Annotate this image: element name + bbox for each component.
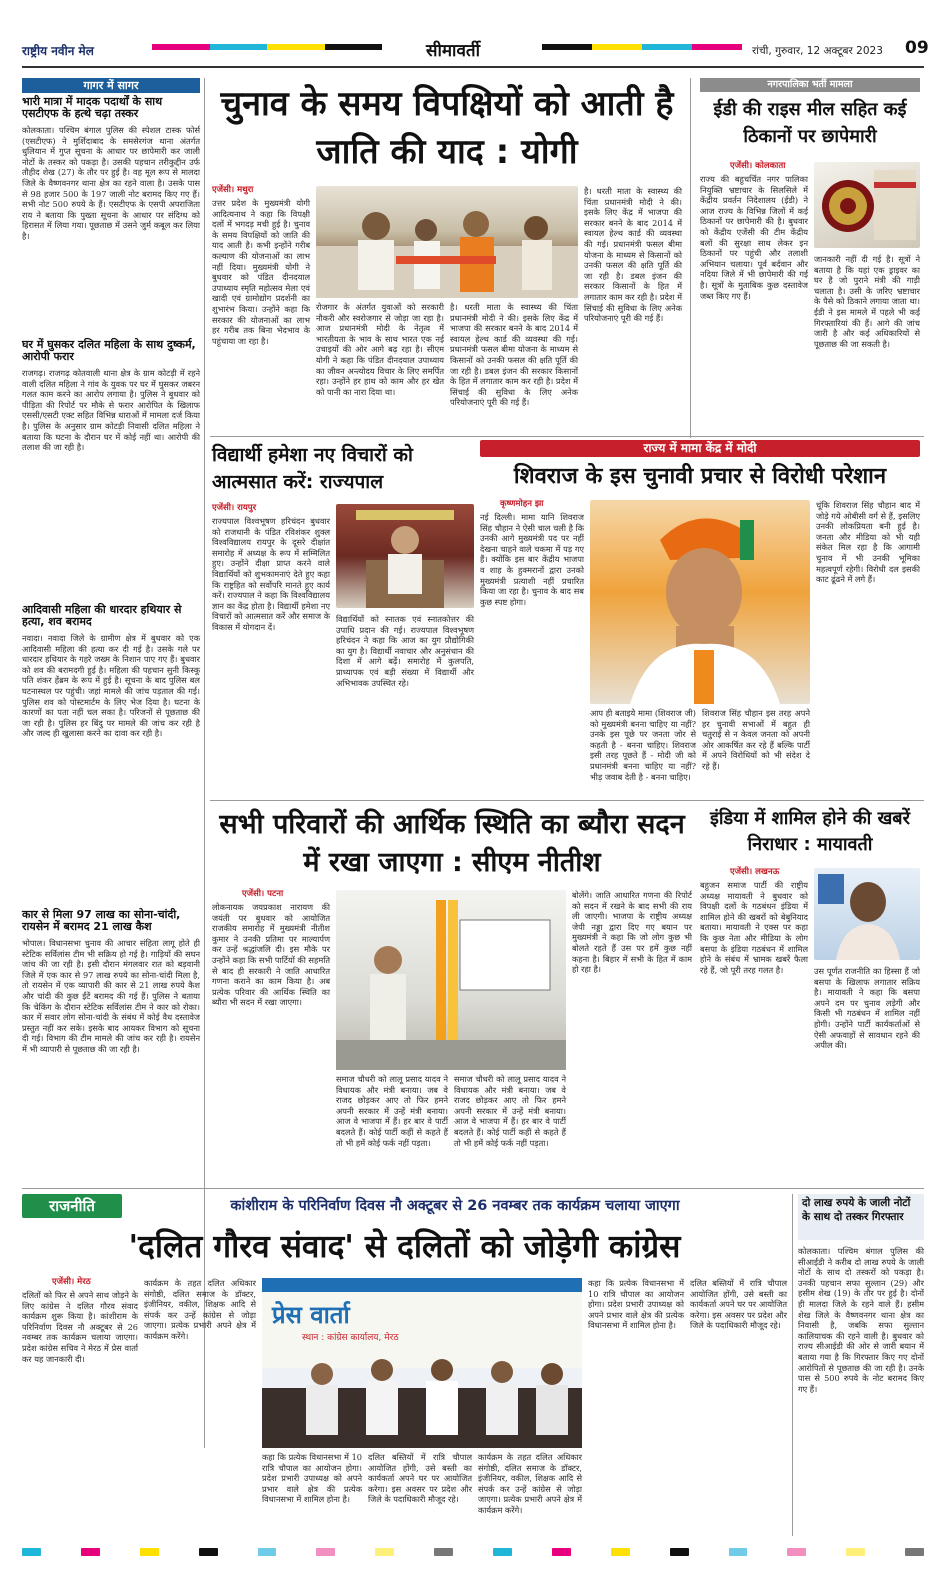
colorbar-swatch	[81, 1548, 100, 1556]
mayawati-col-2: उस पूर्णत राजनीति का हिस्सा हैं जो बसपा के खिलाफ लगातार सक्रिय है। मायावती ने कहा कि बसपा अपने दम पर चुनाव लड़ेगी और किसी भी गठबंधन में शामिल नहीं होगी। उन्होंने पार्टी कार्यकर्ताओं से ऐसी अफवाहों से सावधान रहने की अपील की।	[814, 966, 923, 1051]
rajniti-col-5: दलित बस्तियों में रात्रि चौपाल आयोजित होंगी, उसे बस्ती का कार्यकर्ता अपने घर पर आयोजित करेगा। इस अवसर पर प्रदेश और जिले के पदाधिकारी मौजूद रहे।	[690, 1278, 790, 1331]
brief-2-body: राजगढ़। राजगढ़ कोतवाली थाना क्षेत्र के ग्राम कोटड़ी में रहने वाली दलित महिला ने गांव के युवक पर घर में घुसकर जबरन गलत काम करने का आरोप लगाया है। पुलिस ने बुधवार को पीड़िता की रिपोर्ट पर मौके से फरार आरोपित के खिलाफ एससी/एसटी एक्ट सहित विभिन्न धाराओं में मामला दर्ज किया है। पुलिस के अनुसार ग्राम कोटड़ी निवासी दलित महिला ने बताया कि घटना के दौरान घर में कोई नहीं था। आरोपी की तलाश की जा रही है।	[22, 368, 203, 453]
brief-1-head: भारी मात्रा में मादक पदार्थों के साथ एसटीएफ के हत्थे चढ़ा तस्कर	[22, 95, 163, 121]
governor-photo	[336, 504, 474, 608]
right-column-rule-top	[690, 78, 691, 438]
press-board-venue: स्थान : कांग्रेस कार्यालय, मेरठ	[302, 1333, 399, 1343]
shivraj-col-4: चूंकि शिवराज सिंह चौहान बाद में जोड़े गये ओबीसी वर्ग से हैं, इसलिए उनकी लोकप्रियता बनी हुई है। जनता और मीडिया को भी यही संकेत मिल रहा है कि आगामी चुनाव में भी उनकी भूमिका महत्वपूर्ण रहेगी। विरोधी दल इसकी काट ढूंढने में लगे हैं।	[816, 500, 923, 585]
governor-story	[212, 503, 477, 794]
shivraj-byline: कृष्णमोहन झा	[500, 499, 544, 509]
colorbar-swatch	[846, 1548, 865, 1556]
yogi-col-3-cont: है। धरती माता के स्वास्थ्य की चिंता प्रधानमंत्री मोदी ने की। इसके लिए केंद्र में भाजपा की सरकार बनने के बाद 2014 में स्वायल हेल्थ कार्ड की व्यवस्था की गई। प्रधानमंत्री फसल बीमा योजना के माध्यम से किसानों को उनकी फसल की क्षति पूर्ति की जा रही है। डबल इंजन की सरकार किसानों के हित में लगातार काम कर रही है। प्रदेश में सिंचाई की सुविधा के लिए अनेक परियोजनाएं पूरी की गई हैं।	[584, 186, 685, 324]
mayawati-byline: एजेंसी। लखनऊ	[730, 867, 780, 877]
rajniti-headline: 'दलित गौरव संवाद' से दलितों को जोड़ेगी कांग्रेस	[128, 1229, 681, 1265]
mid-rule-2	[210, 800, 924, 801]
colorbar-swatch	[199, 1548, 218, 1556]
brief-3-body: नवादा। नवादा जिले के ग्रामीण क्षेत्र में बुधवार को एक आदिवासी महिला की हत्या कर दी गई है। उसके गले पर धारदार हथियार के गहरे जख्म के निशान पाए गए हैं। बुधवार को शव की बरामदगी हुई है। महिला की पहचान सुनी किस्कू पति शंकर हेंब्रम के रूप में हुई है। सूचना के बाद पुलिस बल घटनास्थल पर पहुंची। जहां मामले की जांच पड़ताल की गई। पुलिस शव को पोस्टमार्टम के लिए भेज दिया है। घटना के कारणों का पता नहीं चल सका है। परिजनों से पूछताछ की जा रही है। पुलिस हर बिंदु पर मामले की जांच कर रही है और जल्द ही खुलासा करने का दावा कर रही है।	[22, 633, 203, 739]
colorbar-swatch	[258, 1548, 277, 1556]
rajniti-col-4: कहा कि प्रत्येक विधानसभा में 10 रात्रि चौपाल का आयोजन होगा। प्रदेश प्रभारी उपाध्यक्ष को अपने प्रभार वाले क्षेत्र की प्रत्येक विधानसभा में शामिल होना है।	[588, 1278, 687, 1331]
rajniti-story	[22, 1277, 790, 1536]
nitish-col-2-cont: समाज चौधरी को लालू प्रसाद यादव ने विधायक और मंत्री बनाया। जब वे राजद छोड़कर आए तो फिर हमने अपनी सरकार में उन्हें मंत्री बनाया। आज वे भाजपा में हैं। हर बार वे पार्टी बदलते हैं। कोई पार्टी कहीं से कहते हैं तो भी हमें कोई फर्क नहीं पड़ता।	[454, 1074, 569, 1148]
shivraj-kicker-bar	[480, 440, 920, 457]
ed-photo	[814, 162, 920, 248]
ed-col-2: जानकारी नहीं दी गई है। सूत्रों ने बताया है कि यहां एक ड्राइवर का घर है जो पुराने मंत्री की गाड़ी चलाता है। उसी के जरिए भ्रष्टाचार के पैसे को ठिकाने लगाया जाता था। ईडी ने इस मामले में पहले भी कई गिरफ्तारियां की हैं। आगे की जांच जारी है और कई अधिकारियों से पूछताछ की जा सकती है।	[814, 254, 923, 349]
yogi-col-3: है। धरती माता के स्वास्थ्य की चिंता प्रधानमंत्री मोदी ने की। इसके लिए केंद्र में भाजपा की सरकार बनने के बाद 2014 में स्वायल हेल्थ कार्ड की व्यवस्था की गई। प्रधानमंत्री फसल बीमा योजना के माध्यम से किसानों को उनकी फसल की क्षति पूर्ति की जा रही है। डबल इंजन की सरकार किसानों के हित में लगातार काम कर रही है। प्रदेश में सिंचाई की सुविधा के लिए अनेक परियोजनाएं पूरी की गई हैं।	[450, 302, 581, 408]
rajniti-col-3b: दलित बस्तियों में रात्रि चौपाल आयोजित होंगी, उसे बस्ती का कार्यकर्ता अपने घर पर आयोजित करेगा। इस अवसर पर प्रदेश और जिले के पदाधिकारी मौजूद रहे।	[368, 1452, 475, 1505]
governor-col-2: विद्यार्थियों को स्नातक एवं स्नातकोत्तर की उपाधि प्रदान की गई। राज्यपाल विश्वभूषण हरिचंदन ने कहा कि आज का युग प्रौद्योगिकी का युग है। विद्यार्थी नवाचार और अनुसंधान की दिशा में आगे बढ़ें। समारोह में कुलपति, प्राध्यापक एवं बड़ी संख्या में विद्यार्थी और अभिभावक उपस्थित रहे।	[336, 614, 477, 688]
mid-rule-1	[210, 436, 924, 437]
governor-headline: विद्यार्थी हमेशा नए विचारों को आत्मसात करें: राज्यपाल	[212, 444, 413, 493]
mayawati-photo-art	[814, 868, 920, 960]
colorbar-swatch	[140, 1548, 159, 1556]
brief-4-head: कार से मिला 97 लाख का सोना-चांदी, रायसेन में बरामद 21 लाख कैश	[22, 908, 181, 934]
colorbar-swatch	[22, 1548, 41, 1556]
nitish-photo-art	[336, 890, 566, 1070]
shivraj-kicker: राज्य में मामा केंद्र में मोदी	[643, 441, 757, 455]
colorbar-swatch	[905, 1548, 924, 1556]
rajniti-col-2: कार्यक्रम के तहत दलित अधिकार संगोष्ठी, दलित समाज के डॉक्टर, इंजीनियर, वकील, शिक्षक आदि से संपर्क कर उन्हें कांग्रेस से जोड़ा जाएगा। प्रत्येक प्रभारी अपने क्षेत्र में कार्यक्रम करेंगे।	[144, 1278, 259, 1341]
mayawati-col-1: बहुजन समाज पार्टी की राष्ट्रीय अध्यक्ष मायावती ने बुधवार को विपक्षी दलों के गठबंधन इंडिया में शामिल होने की खबरों को बेबुनियाद बताया। मायावती ने एक्स पर कहा कि कुछ नेता और मीडिया के लोग बसपा के इंडिया गठबंधन में शामिल होने के संबंध में भ्रामक खबरें फैला रहे हैं, जो पूरी तरह गलत है।	[700, 880, 811, 975]
press-board-title: प्रेस वार्ता	[272, 1301, 350, 1329]
yogi-col-2: रोजगार के अंतर्गत युवाओं को सरकारी नौकरी और स्वरोजगार से जोड़ा जा रहा है। आज प्रधानमंत्री मोदी के नेतृत्व में भारतीयता के भाव के साथ भारत एक नई उचाइयों की ओर आगे बढ़ रहा है। सीएम योगी ने कहा कि पंडित दीनदयाल उपाध्याय का जीवन अन्त्योदय विचार के लिए समर्पित रहा। उन्होंने हर हाथ को काम और हर खेत को पानी का नारा दिया था।	[316, 302, 447, 397]
shivraj-photo-art	[590, 500, 810, 704]
yogi-story	[212, 185, 685, 432]
brief-2-head: घर में घुसकर दलित महिला के साथ दुष्कर्म, आरोपी फरार	[22, 338, 196, 364]
brief-4-body: भोपाल। विधानसभा चुनाव की आचार संहिता लागू होते ही स्टेटिक सर्विलांस टीम भी सक्रिय हो गई है। गाड़ियों की सघन जांच की जा रही है। इसी दौरान मंगलवार रात को बड़वानी जिले में एक कार से 97 लाख रुपये का सोना-चांदी मिला है, तो रायसेन में एक व्यापारी की कार से 21 लाख रुपये कैश और चांदी की कुछ ईंटें बरामद की गई हैं। पुलिस ने बताया कि चेकिंग के दौरान स्टेटिक सर्विलांस टीम ने कार को रोका। कार में सवार लोग सोना-चांदी के संबंध में कोई वैध दस्तावेज प्रस्तुत नहीं कर सके। इसके बाद आयकर विभाग को सूचना दी गई। विभाग की टीम मामले की जांच कर रही है। रायसेन में भी व्यापारी से पूछताछ की जा रही है।	[22, 938, 203, 1054]
section-title: सीमावर्ती	[426, 41, 481, 61]
yogi-col-1: उत्तर प्रदेश के मुख्यमंत्री योगी आदित्यनाथ ने कहा कि विपक्षी दलों में भगदड़ मची हुई है। चुनाव के समय विपक्षियों को जाति की याद आती है। कभी इन्होंने गरीब कल्याण की योजनाओं का लाभ नहीं दिया। मुख्यमंत्री योगी ने बुधवार को पंडित दीनदयाल उपाध्याय स्मृति महोत्सव मेला एवं खादी एवं ग्रामोद्योग प्रदर्शनी का शुभारंभ किया। उन्होंने कहा कि सरकार की योजनाओं का लाभ हर गरीब तक बिना भेदभाव के पहुंचाया जा रहा है।	[212, 198, 313, 346]
brief-3-head: आदिवासी महिला की धारदार हथियार से हत्या, शव बरामद	[22, 603, 182, 629]
ed-col-1: राज्य की बहुचर्चित नगर पालिका नियुक्ति भ्रष्टाचार के सिलसिले में केंद्रीय प्रवर्तन निदेशालय (ईडी) ने आज राज्य के विभिन्न जिलों में कई ठिकानों पर छापेमारी की है। बुधवार को केंद्रीय एजेंसी की टीम केंद्रीय बलों की सुरक्षा साथ लेकर इन ठिकानों पर पहुंची और तलाशी अभियान चलाया। पूर्व बर्दवान और नदिया जिले में भी छापेमारी की गई है। सूत्रों के मुताबिक कुछ दस्तावेज जब्त किए गए हैं।	[700, 174, 811, 301]
nitish-byline: एजेंसी। पटना	[242, 889, 284, 899]
colorbar-swatch	[611, 1548, 630, 1556]
governor-photo-art	[336, 504, 474, 608]
rajniti-byline: एजेंसी। मेरठ	[52, 1277, 91, 1287]
rajniti-col-3a: कहा कि प्रत्येक विधानसभा में 10 रात्रि चौपाल का आयोजन होगा। प्रदेश प्रभारी उपाध्यक्ष को अपने प्रभार वाले क्षेत्र की प्रत्येक विधानसभा में शामिल होना है।	[262, 1452, 365, 1505]
governor-byline: एजेंसी। रायपुर	[212, 503, 257, 513]
ed-story	[700, 161, 923, 432]
nitish-col-2: समाज चौधरी को लालू प्रसाद यादव ने विधायक और मंत्री बनाया। जब वे राजद छोड़कर आए तो फिर हमने अपनी सरकार में उन्हें मंत्री बनाया। आज वे भाजपा में हैं। हर बार वे पार्टी बदलते हैं। कोई पार्टी कहीं से कहते हैं तो भी हमें कोई फर्क नहीं पड़ता।	[336, 1074, 451, 1148]
date-line: रांची, गुरुवार, 12 अक्टूबर 2023	[752, 45, 883, 57]
colorbar-swatch	[552, 1548, 571, 1556]
colorbar-swatch	[729, 1548, 748, 1556]
nitish-col-3: बोलेंगे। जाति आधारित गणना की रिपोर्ट को सदन में रखने के बाद सभी की राय ली जाएगी। भाजपा के राष्ट्रीय अध्यक्ष जेपी नड्डा द्वारा दिए गए बयान पर मुख्यमंत्री ने कहा कि जो लोग कुछ भी बोलते रहते हैं उस पर हमें कुछ नहीं कहना है। बिहार में सभी के हित में काम हो रहा है।	[572, 890, 695, 975]
yogi-byline: एजेंसी। मथुरा	[212, 185, 254, 195]
shivraj-headline: शिवराज के इस चुनावी प्रचार से विरोधी परेशान	[513, 464, 887, 489]
ed-headline: ईडी की राइस मील सहित कई ठिकानों पर छापेमारी	[713, 99, 907, 147]
colorbar-swatch	[787, 1548, 806, 1556]
nitish-col-1: लोकनायक जयप्रकाश नारायण की जयंती पर बुधवार को आयोजित राजकीय समारोह में मुख्यमंत्री नीतीश कुमार ने उनकी प्रतिमा पर माल्यार्पण कर उन्हें श्रद्धांजलि दी। इस मौके पर उन्होंने कहा कि सभी पार्टियों की सहमति से बाद ही सरकारी ने जाति आधारित गणना कराने का काम किया है। अब प्रत्येक परिवार की आर्थिक स्थिति का ब्यौरा भी सदन में रखा जाएगा।	[212, 902, 333, 1008]
gagar-banner	[22, 78, 200, 93]
bottom-section-rule	[22, 1188, 924, 1189]
ed-kicker-bar	[700, 78, 920, 92]
colorbar-swatch	[670, 1548, 689, 1556]
left-news-column	[22, 95, 203, 1246]
colorbar-swatch	[434, 1548, 453, 1556]
rajniti-tag-label: राजनीति	[49, 1197, 95, 1215]
colorbar-swatch	[316, 1548, 335, 1556]
shivraj-col-2: आप ही बताइये मामा (शिवराज जी) को मुख्यमंत्री बनना चाहिए या नहीं? उनके इस पूछे पर जनता जोर से कहती है - बनना चाहिए। शिवराज इसी तरह पूछते हैं - मोदी जी को प्रधानमंत्री बनना चाहिए या नहीं? भीड़ जवाब देती है - बनना चाहिए।	[590, 708, 699, 782]
yogi-photo-art	[316, 186, 578, 298]
counterfeit-headline: दो लाख रुपये के जाली नोटों के साथ दो तस्कर गिरफ्तार	[802, 1197, 911, 1223]
counterfeit-rule	[792, 1194, 793, 1536]
nitish-photo	[336, 890, 566, 1070]
banner-label: गागर में सागर	[83, 79, 139, 92]
shivraj-story	[480, 499, 923, 794]
yogi-photo	[316, 186, 578, 298]
counterfeit-body: कोलकाता। पश्चिम बंगाल पुलिस की सीआईडी ने करीब दो लाख रुपये के जाली नोटों के साथ दो तस्करों को पकड़ा है। उनकी पहचान सफा सुल्तान (29) और हसीम शेख (19) के तौर पर हुई है। दोनों ही मालदा जिले के रहने वाले हैं। हसीम शेख जिले के वैष्णवनगर थाना क्षेत्र का निवासी है, जबकि सफा सुल्तान कालियाचक की रहने वाली है। बुधवार को राज्य सीआईडी की ओर से जारी बयान में बताया गया है कि गिरफ्तार किए गए दोनों आरोपितों से पूछताछ की जा रही है। उनके पास से 500 रुपये के नोट बरामद किए गए हैं।	[798, 1246, 927, 1394]
mayawati-photo	[814, 868, 920, 960]
masthead	[22, 38, 929, 64]
brief-1-body: कोलकाता। पश्चिम बंगाल पुलिस की स्पेशल टास्क फोर्स (एसटीएफ) ने मुर्शिदाबाद के समसेरगंज थाना अंतर्गत धुलियान में गुप्त सूचना के आधार पर छापेमारी कर जाली नोटों के तस्कर को पकड़ा है। उसकी पहचान तरीकुद्दीन उर्फ तौहीद शेख (27) के तौर पर हुई है। वह मूल रूप से मालदा जिले के वैष्णवनगर थाना क्षेत्र का रहने वाला है। उसके पास से 98 हजार 500 के 197 जाली नोट बरामद किए गए हैं। सभी नोट 500 रुपये के हैं। एसटीएफ के एसपी अपराजिता राय ने बताया कि पुख्ता सूचना के आधार पर संदिग्ध को हिरासत में लिया गया। पूछताछ में उसने जुर्म कबूल कर लिया है।	[22, 125, 203, 241]
rajniti-tag	[22, 1194, 122, 1218]
rajniti-col-1: दलितों को फिर से अपने साथ जोड़ने के लिए कांग्रेस ने दलित गौरव संवाद कार्यक्रम शुरू किया है। कांशीराम के परिनिर्वाण दिवस नौ अक्टूबर से 26 नवम्बर तक कार्यक्रम चलाया जाएगा। प्रदेश कांग्रेस सचिव ने मेरठ में प्रेस वार्ता कर यह जानकारी दी।	[22, 1290, 141, 1364]
bottom-colorbar	[22, 1548, 924, 1556]
rajniti-subhead: कांशीराम के परिनिर्वाण दिवस नौ अक्टूबर से 26 नवम्बर तक कार्यक्रम चलाया जाएगा	[230, 1198, 680, 1214]
newspaper-logo: राष्ट्रीय नवीन मेल	[22, 44, 94, 58]
colorbar-swatch	[493, 1548, 512, 1556]
colorbar-swatch	[375, 1548, 394, 1556]
yogi-headline: चुनाव के समय विपक्षियों को आती है जाति की याद : योगी	[220, 84, 674, 172]
press-conference-photo	[262, 1278, 582, 1448]
nitish-headline: सभी परिवारों की आर्थिक स्थिति का ब्यौरा सदन में रखा जाएगा : सीएम नीतीश	[219, 809, 685, 878]
nitish-story	[212, 889, 695, 1180]
shivraj-photo	[590, 500, 810, 704]
top-colorbar-right	[542, 44, 742, 50]
ed-emblem-art	[814, 162, 920, 248]
ed-byline: एजेंसी। कोलकाता	[730, 161, 786, 171]
shivraj-col-3: शिवराज सिंह चौहान इस तरह अपने हर चुनावी सभाओं में बहुत ही चतुराई से न केवल जनता को अपनी ओर आकर्षित कर रहे हैं बल्कि पार्टी में अपने विरोधियों को भी संदेश दे रहे हैं।	[702, 708, 813, 771]
top-colorbar-left	[152, 44, 382, 50]
page-number: 09	[905, 38, 929, 58]
rajniti-col-3c: कार्यक्रम के तहत दलित अधिकार संगोष्ठी, दलित समाज के डॉक्टर, इंजीनियर, वकील, शिक्षक आदि से संपर्क कर उन्हें कांग्रेस से जोड़ा जाएगा। प्रत्येक प्रभारी अपने क्षेत्र में कार्यक्रम करेंगे।	[478, 1452, 585, 1515]
mayawati-headline: इंडिया में शामिल होने की खबरें निराधार : मायावती	[710, 808, 910, 855]
mayawati-story	[700, 867, 923, 1180]
shivraj-col-1: नई दिल्ली। मामा यानि शिवराज सिंह चौहान ने ऐसी चाल चली है कि उनकी आगे मुख्यमंत्री पद पर नहीं देखना चाहने वाले चकमा में पड़ गए हैं। क्योंकि इस बार केंद्रीय भाजपा व शाह के हुक्मरानों द्वारा उनको मुख्यमंत्री प्रत्याशी नहीं प्रचारित किया जा रहा है। चुनाव के बाद सब कुछ स्पष्ट होगा।	[480, 512, 587, 607]
governor-col-1: राज्यपाल विश्वभूषण हरिचंदन बुधवार को राजधानी के पंडित रविशंकर शुक्ल विश्वविद्यालय रायपुर के दूसरे दीक्षांत समारोह में अध्यक्ष के रूप में सम्मिलित हुए। उन्होंने दीक्षा प्राप्त करने वाले विद्यार्थियों को शुभकामनाएं देते हुए कहा कि राष्ट्रहित को सर्वोपरि मानते हुए कार्य करें। राज्यपाल ने कहा कि विश्वविद्यालय ज्ञान का केंद्र होता है। विद्यार्थी हमेशा नए विचारों को आत्मसात करें और समाज के विकास में योगदान दें।	[212, 516, 333, 632]
masthead-rule	[22, 66, 924, 68]
counterfeit-head-box	[798, 1194, 924, 1240]
ed-kicker: नगरपालिका भर्ती मामला	[767, 79, 853, 90]
